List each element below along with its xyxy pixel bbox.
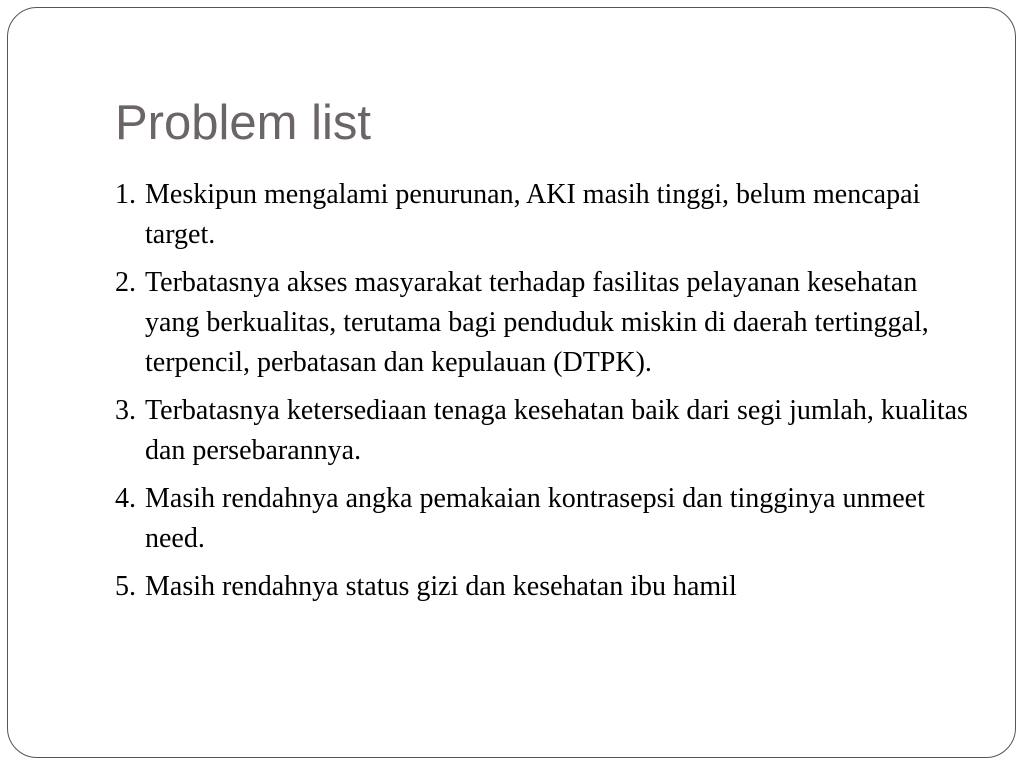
slide-frame xyxy=(7,7,1016,758)
item-number: 1. xyxy=(115,179,136,210)
item-text: Terbatasnya akses masyarakat terhadap fasilitas pelayanan kesehatan yang berkualitas, terutama bagi penduduk miskin di daerah tertinggal, terpencil, perbatasan dan kepulauan (DTPK). xyxy=(145,267,929,378)
item-number: 5. xyxy=(115,571,136,602)
problem-item xyxy=(115,479,975,559)
slide-title: Problem list xyxy=(115,96,371,150)
item-number: 3. xyxy=(115,395,136,426)
item-number: 4. xyxy=(115,483,136,514)
problem-item xyxy=(115,391,975,471)
item-text: Masih rendahnya angka pemakaian kontrasepsi dan tingginya unmeet need. xyxy=(145,483,925,554)
problem-item xyxy=(115,175,975,255)
problem-list xyxy=(115,175,975,615)
item-number: 2. xyxy=(115,267,136,298)
item-text: Masih rendahnya status gizi dan kesehatan ibu hamil xyxy=(145,571,737,602)
item-text: Terbatasnya ketersediaan tenaga kesehatan baik dari segi jumlah, kualitas dan persebarannya. xyxy=(145,395,968,466)
item-text: Meskipun mengalami penurunan, AKI masih tinggi, belum mencapai target. xyxy=(145,179,921,250)
problem-item xyxy=(115,263,975,383)
problem-item xyxy=(115,567,975,607)
